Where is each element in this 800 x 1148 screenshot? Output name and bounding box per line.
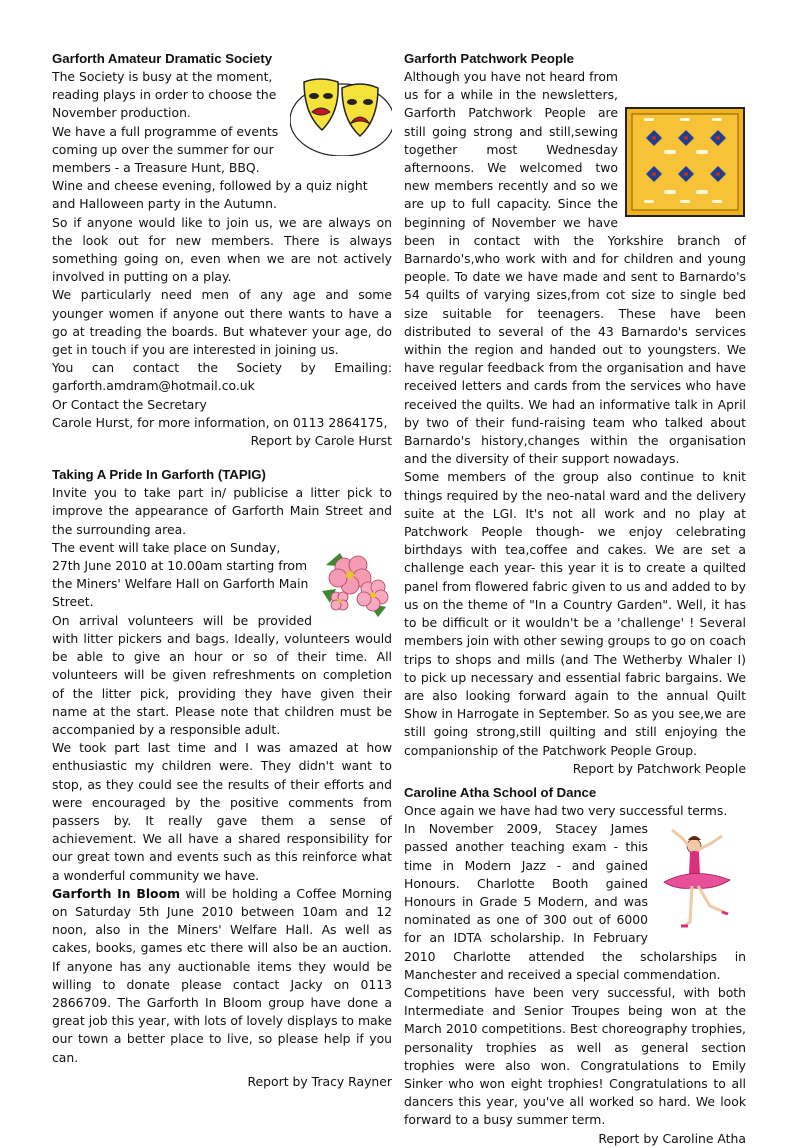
- patchwork-title: Garforth Patchwork People: [404, 51, 575, 66]
- patchwork-report-byline: Report by Patchwork People: [572, 760, 746, 776]
- tapig-title: Taking A Pride In Garforth (TAPIG): [52, 467, 266, 483]
- drama-paragraph-4: We particularly need men of any age and some younger women if anyone out there wants to have a go at treading the boards. But whatever your age, do get in touch if you are interested in joining us.: [52, 287, 392, 358]
- garforth-in-bloom-text: will be holding a Coffee Morning on Saturday 5th June 2010 between 10am and 12 noon, also in the Miners' Welfare Hall. As well as cakes, books, games etc there will also be an auction. If anyone has any auctionable items they would be willing to donate please contact Jacky on 0113 2866709. The Garforth In Bloom group have done a great job this year, with lots of lovely displays to make our town a better place to live, so please help if you can.: [52, 885, 392, 1065]
- garforth-in-bloom-name: Garforth In Bloom: [52, 885, 180, 901]
- ballerina-icon: [654, 826, 746, 935]
- tapig-report-byline: Report by Tracy Rayner: [247, 1073, 392, 1089]
- patchwork-paragraph-2: Some members of the group also continue to knit things required by the neo-natal ward and the delivery suite at the LGI. It's not all work and no play at Patchwork People though- we enjoy celebrating birthdays with tea,coffee and cakes. We are set a challenge each year- this year it is to create a quilted panel from flowered fabric given to us and added to by us on the theme of "In a Country Garden". Well, it has to be difficult or it wouldn't be a 'challenge' ! Several members join with other sewing groups to go on coach trips to shops and mills (and The Wetherby Whaler I) to pick up necessary and essential fabric bargains. We are also looking forward again to the annual Quilt Show in Harrogate in September. So as you see,we are still going strong,still quilting and still enjoying the companionship of the Patchwork People Group.: [404, 469, 746, 758]
- dance-paragraph-3: Competitions have been very successful, with both Intermediate and Senior Troupes being won at the March 2010 competitions. Best choreography trophies, personality trophies as well as general section trophies were also won. Congratulations to Emily Sinker who won eight trophies! Congratulations to all dancers this year, you've all worked so hard. We look forward to a busy summer term.: [404, 984, 746, 1128]
- garforth-in-bloom-paragraph: [52, 885, 392, 1067]
- dance-paragraph-2: In November 2009, Stacey James passed another teaching exam - this time in Modern Jazz - and gained Honours. Charlotte Booth gained Honours in Grade 5 Modern, and was nominated as one of 300 out of 6000 for an IDTA scholarship. In February 2010 Charlotte attended the scholarships in Manchester and received a special commendation.: [404, 821, 746, 982]
- drama-paragraph-3: So if anyone would like to join us, we are always on the look out for new members. There is always something going on, even when we are not actively involved in putting on a play.: [52, 214, 392, 285]
- pink-flowers-icon: [318, 545, 392, 624]
- drama-contact-phone: Carole Hurst, for more information, on 0113 2864175,: [52, 414, 388, 430]
- tapig-paragraph-2: The event will take place on Sunday, 27th June 2010 at 10.00am starting from the Miners' Welfare Hall on Garforth Main Street.: [52, 539, 309, 610]
- left-column: [52, 50, 392, 1091]
- tapig-paragraph-4: We took part last time and I was amazed at how enthusiastic my children were. They didn't want to stop, as they could see the results of their efforts and were encouraged by the positive comments from passers by. It really gave them a sense of achievement. We all have a shared responsibility for our great town and events such as this reinforce what a wonderful community we have.: [52, 740, 392, 883]
- drama-society-title: Garforth Amateur Dramatic Society: [52, 51, 273, 66]
- drama-paragraph-2: We have a full programme of events coming up over the summer for our members - a Treasure Hunt, BBQ. Wine and cheese evening, followed by a quiz night and Halloween party in the Autumn.: [52, 123, 368, 212]
- tapig-article: [52, 466, 392, 1091]
- tapig-paragraph-1: Invite you to take part in/ publicise a litter pick to improve the appearance of Garforth Main Street and the surrounding area.: [52, 485, 392, 537]
- drama-report-byline: Report by Carole Hurst: [250, 433, 392, 449]
- dance-paragraph-1: Once again we have had two very successful terms.: [404, 802, 728, 818]
- drama-contact-secretary: Or Contact the Secretary: [52, 396, 207, 412]
- dance-school-article: [404, 784, 746, 1148]
- drama-society-article: [52, 50, 392, 450]
- right-column: [404, 50, 746, 1148]
- theatre-masks-icon: [290, 72, 392, 161]
- drama-email-link[interactable]: garforth.amdram@hotmail.co.uk: [52, 378, 255, 394]
- dance-school-title: Caroline Atha School of Dance: [404, 784, 597, 800]
- tapig-paragraph-3: On arrival volunteers will be provided with litter pickers and bags. Ideally, volunteers would be able to give an hour or so of their time. All volunteers will be given refreshments on completion of the litter pick, providing they have given their name at the start. Please note that children must be accompanied by a responsible adult.: [52, 612, 392, 737]
- drama-paragraph-1: The Society is busy at the moment, reading plays in order to choose the November production.: [52, 69, 277, 121]
- patchwork-paragraph-1: Although you have not heard from us for a while in the newsletters, Garforth Patchwork People are still going strong and still,sewing together most Wednesday afternoons. We welcomed two new members recently and so we are up to full capacity. Since the beginning of November we have been in contact with the Yorkshire branch of Barnardo's,who work with and for children and young people. To date we have made and sent to Barnardo's 54 quilts of varying sizes,from cot size to single bed size suitable for teenagers. These have been distributed to several of the 43 Barnardo's services within the region and handed out to youngsters. We have regular feedback from the organisation and have received letters and cards from the services who have received the quilts. We had an informative talk in April by two of their fund-raising team who talked about Barnardo's history,changes within the organisation and the diversity of their support nowadays.: [404, 69, 746, 467]
- quilt-icon: [624, 106, 746, 223]
- dance-report-byline: Report by Caroline Atha: [598, 1130, 746, 1146]
- drama-contact-line: You can contact the Society by Emailing:: [52, 360, 392, 376]
- patchwork-article: [404, 50, 746, 778]
